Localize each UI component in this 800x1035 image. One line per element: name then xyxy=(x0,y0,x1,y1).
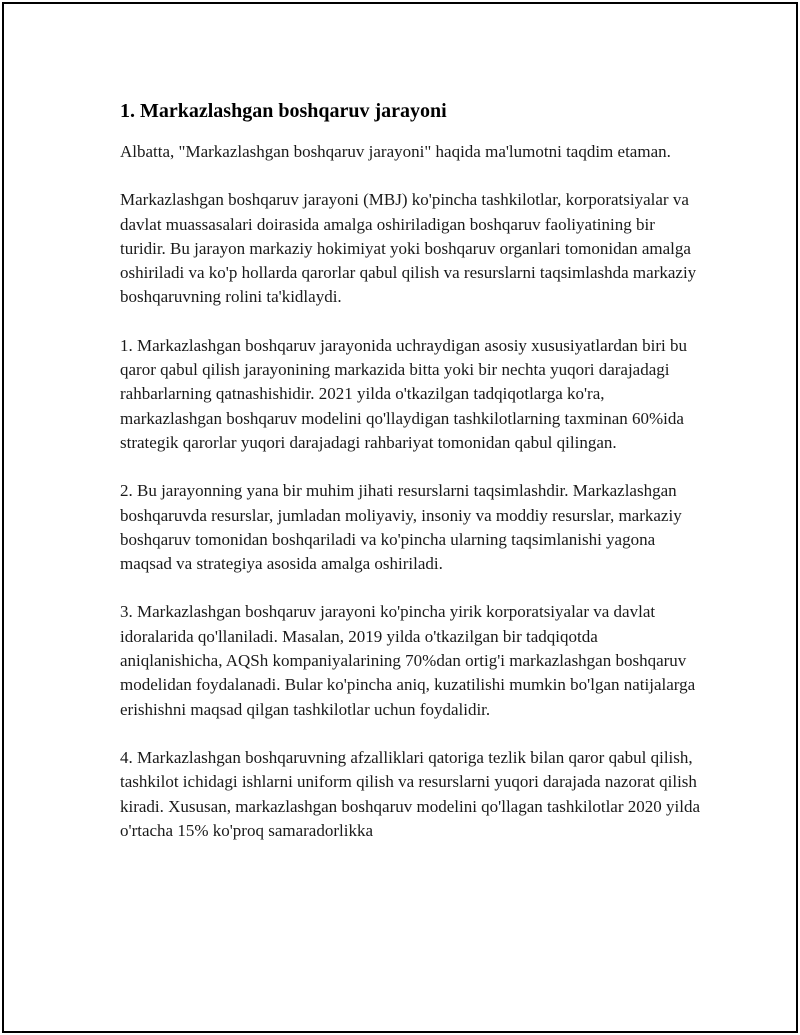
document-content xyxy=(120,98,700,843)
paragraph-definition: Markazlashgan boshqaruv jarayoni (MBJ) ko'pincha tashkilotlar, korporatsiyalar va davlat muassasalari doirasida amalga oshiriladigan boshqaruv faoliyatining bir turidir. Bu jarayon markaziy hokimiyat yoki boshqaruv organlari tomonidan amalga oshiriladi va ko'p hollarda qarorlar qabul qilish va resurslarni taqsimlashda markaziy boshqaruvning rolini ta'kidlaydi. xyxy=(120,190,697,307)
paragraph-point-3: 3. Markazlashgan boshqaruv jarayoni ko'pincha yirik korporatsiyalar va davlat idoralarida qo'llaniladi. Masalan, 2019 yilda o'tkazilgan bir tadqiqotda aniqlanishicha, AQSh kompaniyalarining 70%dan ortig'i markazlashgan boshqaruv modelidan foydalanadi. Bular ko'pincha aniq, kuzatilishi mumkin bo'lgan natijalarga erishishni maqsad qilgan tashkilotlar uchun foydalidir. xyxy=(120,602,696,719)
section-heading: 1. Markazlashgan boshqaruv jarayoni xyxy=(120,100,447,122)
document-page xyxy=(2,2,798,1033)
paragraph-point-4: 4. Markazlashgan boshqaruvning afzalliklari qatoriga tezlik bilan qaror qabul qilish, tashkilot ichidagi ishlarni uniform qilish va resurslarni yuqori darajada nazorat qilish kiradi. Xususan, markazlashgan boshqaruv modelini qo'llagan tashkilotlar 2020 yilda o'rtacha 15% ko'proq samaradorlikka xyxy=(120,747,700,840)
paragraph-point-1: 1. Markazlashgan boshqaruv jarayonida uchraydigan asosiy xususiyatlardan biri bu qaror qabul qilish jarayonining markazida bitta yoki bir nechta yuqori darajadagi rahbarlarning qatnashishidir. 2021 yilda o'tkazilgan tadqiqotlarga ko'ra, markazlashgan boshqaruv modelini qo'llaydigan tashkilotlarning taxminan 60%ida strategik qarorlar yuqori darajadagi rahbariyat tomonidan qabul qilingan. xyxy=(120,335,687,452)
paragraph-intro: Albatta, "Markazlashgan boshqaruv jarayoni" haqida ma'lumotni taqdim etaman. xyxy=(120,142,671,161)
paragraph-point-2: 2. Bu jarayonning yana bir muhim jihati resurslarni taqsimlashdir. Markazlashgan boshqaruvda resurslar, jumladan moliyaviy, insoniy va moddiy resurslar, markaziy boshqaruv tomonidan boshqariladi va ko'pincha ularning taqsimlanishi yagona maqsad va strategiya asosida amalga oshiriladi. xyxy=(120,481,682,574)
